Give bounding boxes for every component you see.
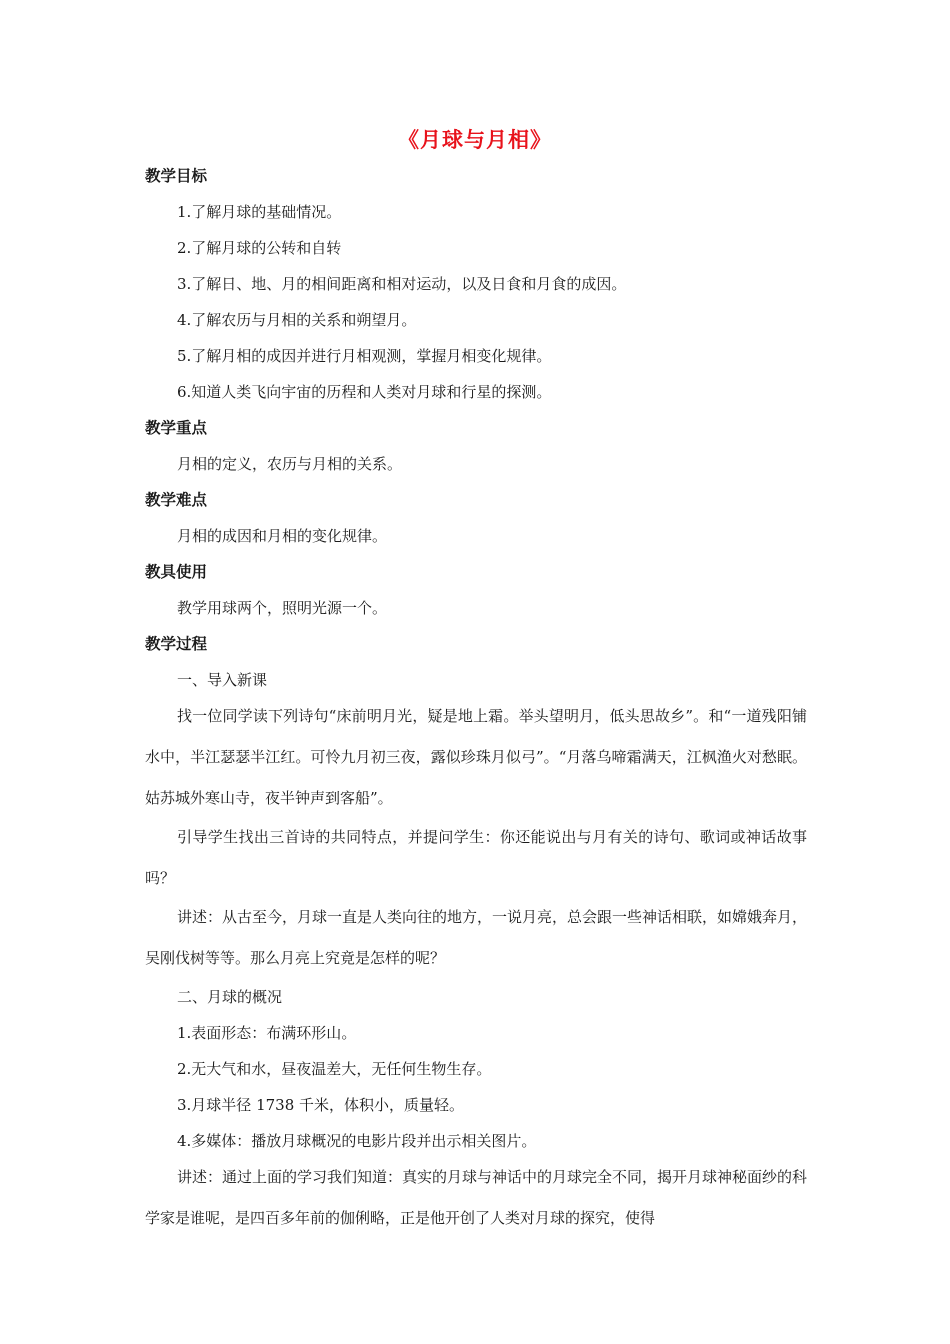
step1-title: 一、导入新课 (177, 671, 268, 689)
step1-paragraph-poems: 找一位同学读下列诗句“床前明月光，疑是地上霜。举头望明月，低头思故乡”。和“一道残阳铺水中，半江瑟瑟半江红。可怜九月初三夜，露似珍珠月似弓”。“月落乌啼霜满天，江枫渔火对愁眠。姑苏城外寒山寺，夜半钟声到客船”。 (145, 707, 807, 807)
goal-item: 5.了解月相的成因并进行月相观测，掌握月相变化规律。 (177, 347, 552, 365)
goal-item: 4.了解农历与月相的关系和朔望月。 (177, 311, 417, 329)
key-points-text: 月相的定义，农历与月相的关系。 (177, 455, 403, 473)
step2-title: 二、月球的概况 (177, 988, 283, 1006)
difficulty-heading: 教学难点 (145, 491, 208, 509)
step2-item: 3.月球半径 1738 千米，体积小，质量轻。 (177, 1096, 465, 1114)
tools-heading: 教具使用 (145, 563, 208, 581)
document-body (145, 158, 807, 1239)
key-points-heading: 教学重点 (145, 419, 208, 437)
goal-item: 2.了解月球的公转和自转 (177, 239, 342, 257)
difficulty-text: 月相的成因和月相的变化规律。 (177, 527, 388, 545)
step1-paragraph-narration: 讲述：从古至今，月球一直是人类向往的地方，一说月亮，总会跟一些神话相联，如嫦娥奔月，吴刚伐树等等。那么月亮上究竟是怎样的呢？ (145, 908, 808, 967)
step2-item: 2.无大气和水，昼夜温差大，无任何生物生存。 (177, 1060, 492, 1078)
tools-text: 教学用球两个，照明光源一个。 (177, 599, 388, 617)
goal-item: 3.了解日、地、月的相间距离和相对运动，以及日食和月食的成因。 (177, 275, 627, 293)
step2-item: 1.表面形态：布满环形山。 (177, 1024, 357, 1042)
step2-item: 4.多媒体：播放月球概况的电影片段并出示相关图片。 (177, 1132, 537, 1150)
document-title: 《月球与月相》 (398, 128, 552, 152)
process-heading: 教学过程 (145, 635, 208, 653)
step2-paragraph-narration: 讲述：通过上面的学习我们知道：真实的月球与神话中的月球完全不同，揭开月球神秘面纱的科学家是谁呢，是四百多年前的伽俐略，正是他开创了人类对月球的探究，使得 (145, 1168, 808, 1227)
goal-item: 1.了解月球的基础情况。 (177, 203, 342, 221)
goals-heading: 教学目标 (145, 167, 208, 185)
step1-paragraph-question: 引导学生找出三首诗的共同特点，并提问学生：你还能说出与月有关的诗句、歌词或神话故事吗？ (145, 828, 807, 887)
goal-item: 6.知道人类飞向宇宙的历程和人类对月球和行星的探测。 (177, 383, 552, 401)
